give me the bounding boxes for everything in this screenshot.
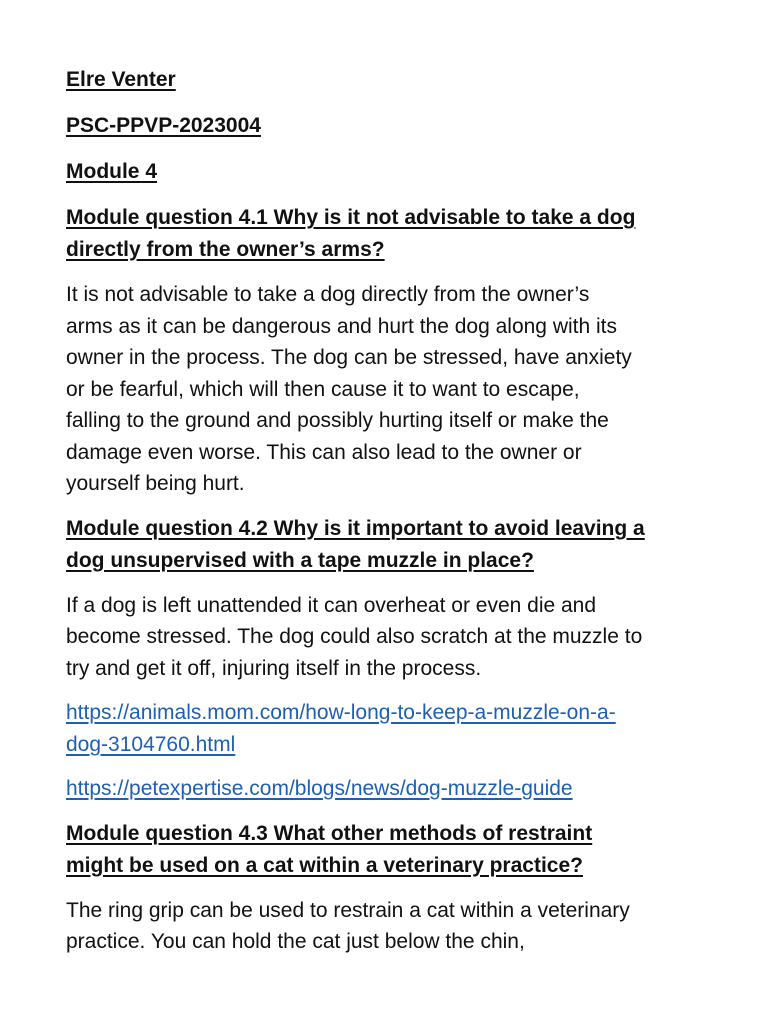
answer-line: It is not advisable to take a dog directly from the owner’s xyxy=(66,283,590,306)
question-heading-line: Module question 4.2 Why is it important to avoid leaving a xyxy=(66,516,645,540)
answer-line: practice. You can hold the cat just below the chin, xyxy=(66,930,525,953)
author-name: Elre Venter xyxy=(66,68,176,91)
answer-line: falling to the ground and possibly hurting itself or make the xyxy=(66,409,609,432)
answer-line: yourself being hurt. xyxy=(66,472,245,495)
reference-link-1-line-2[interactable]: dog-3104760.html xyxy=(66,732,236,756)
module-title: Module 4 xyxy=(66,160,158,183)
question-heading-line: dog unsupervised with a tape muzzle in place? xyxy=(66,548,534,572)
question-4-3 xyxy=(66,818,708,958)
answer-line: or be fearful, which will then cause it to want to escape, xyxy=(66,377,580,401)
reference-link-1-line-1[interactable]: https://animals.mom.com/how-long-to-keep-a-muzzle-on-a- xyxy=(66,701,616,724)
question-heading-line: Module question 4.3 What other methods of restraint xyxy=(66,821,593,845)
reference-link-1 xyxy=(66,697,708,729)
answer-line: If a dog is left unattended it can overheat or even die and xyxy=(66,593,597,617)
answer-line: become stressed. The dog could also scratch at the muzzle to xyxy=(66,625,643,648)
answer-line: try and get it off, injuring itself in the process. xyxy=(66,656,482,680)
answer-line: arms as it can be dangerous and hurt the dog along with its xyxy=(66,314,618,338)
question-heading-line: directly from the owner’s arms? xyxy=(66,238,385,261)
question-4-2 xyxy=(66,513,708,805)
student-code: PSC-PPVP-2023004 xyxy=(66,114,261,137)
question-heading-line: might be used on a cat within a veterinary practice? xyxy=(66,853,583,877)
answer-line: damage even worse. This can also lead to the owner or xyxy=(66,440,582,464)
answer-line: owner in the process. The dog can be stressed, have anxiety xyxy=(66,346,632,369)
question-4-1 xyxy=(66,202,708,500)
answer-line: The ring grip can be used to restrain a cat within a veterinary xyxy=(66,898,630,922)
question-heading-line: Module question 4.1 Why is it not advisable to take a dog xyxy=(66,206,636,229)
reference-link-2-anchor[interactable]: https://petexpertise.com/blogs/news/dog-muzzle-guide xyxy=(66,777,573,800)
reference-link-1-wrap xyxy=(66,729,708,761)
reference-link-2 xyxy=(66,773,708,805)
